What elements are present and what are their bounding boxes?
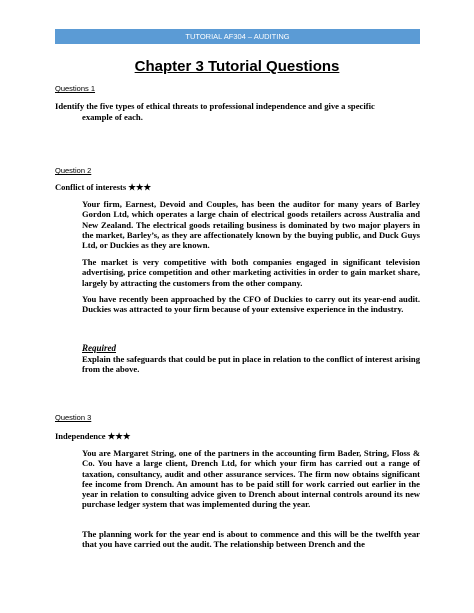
question-1-text-line2: example of each. bbox=[82, 112, 143, 122]
question-2-paragraph-2: The market is very competitive with both companies engaged in significant television advertising, price competition and other marketing activities in order to gain market share, largely by attracting the customers from the other company. bbox=[82, 257, 420, 288]
document-header-bar bbox=[55, 29, 420, 44]
question-1-text bbox=[55, 101, 420, 123]
required-label: Required bbox=[82, 343, 117, 353]
question-3-paragraph-2: The planning work for the year end is about to commence and this will be the twelfth year that you have carried out the audit. The relationship between Drench and the bbox=[82, 529, 420, 550]
question-3-paragraph-1: You are Margaret String, one of the partners in the accounting firm Bader, String, Floss & Co. You have a large client, Drench Ltd, for which your firm has carried out a range of taxation, consultancy, audit and other assurance services. The firm now obtains significant fee income from Drench. An amount has to be paid still for work carried out earlier in the year in relation to consulting advice given to Drench about internal controls around its new purchase ledger system that was implemented during the year. bbox=[82, 448, 420, 510]
question-2-paragraph-3: You have recently been approached by the CFO of Duckies to carry out its year-end audit. Duckies was attracted to your firm because of your extensive experience in the industry. bbox=[82, 294, 420, 315]
question-1-heading: Questions 1 bbox=[55, 84, 96, 93]
header-title: TUTORIAL AF304 – AUDITING bbox=[185, 32, 290, 41]
question-2-required-text: Explain the safeguards that could be put in place in relation to the conflict of interest arising from the above. bbox=[82, 354, 420, 375]
question-3-heading: Question 3 bbox=[55, 413, 92, 422]
question-2-heading: Question 2 bbox=[55, 166, 92, 175]
question-3-subheading: Independence ★★★ bbox=[55, 431, 131, 441]
question-1-text-line1: Identify the five types of ethical threats to professional independence and give a specific bbox=[55, 101, 375, 111]
chapter-title: Chapter 3 Tutorial Questions bbox=[134, 58, 340, 75]
question-2-paragraph-1: Your firm, Earnest, Devoid and Couples, has been the auditor for many years of Barley Gordon Ltd, which operates a large chain of electrical goods retailers across Australia and New Zealand. The electrical goods retailing business is dominated by two major players in the market, Barley’s, as they are affectionately known by the buying public, and Duck Guys Ltd, or Duckies as they are known. bbox=[82, 199, 420, 251]
question-2-subheading: Conflict of interests ★★★ bbox=[55, 182, 152, 192]
